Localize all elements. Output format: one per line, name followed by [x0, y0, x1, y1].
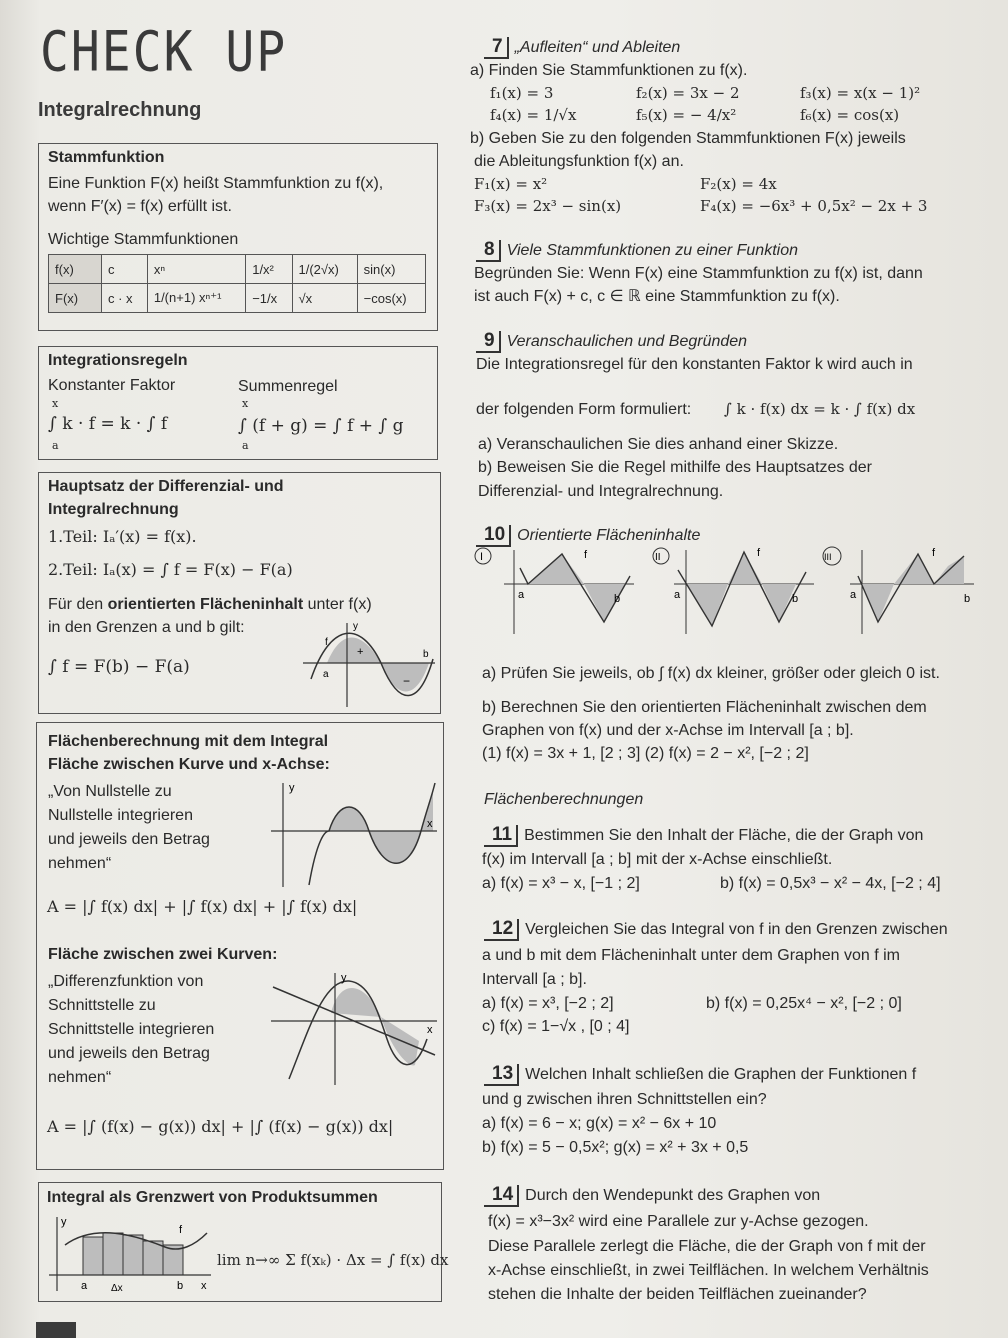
flaeche2-desc-4: und jeweils den Betrag	[48, 1045, 210, 1062]
task-title: Veranschaulichen und Begründen	[506, 333, 748, 350]
orientiert-line-2: in den Grenzen a und b gilt:	[48, 619, 245, 636]
task-7-b2: die Ableitungsfunktion f(x) an.	[474, 153, 684, 170]
graph-label-f: f	[932, 547, 936, 559]
table-cell: 1/(2√x)	[292, 255, 357, 284]
graph-label-f: f	[584, 549, 588, 561]
bound-lower: a	[52, 439, 59, 452]
flaeche-formula-1: A = |∫ f(x) dx| + |∫ f(x) dx| + |∫ f(x) dx|	[47, 897, 358, 916]
task-9-formula: ∫ k · f(x) dx = k · ∫ f(x) dx	[724, 400, 916, 418]
task-14-l2: f(x) = x³−3x² wird eine Parallele zur y-Achse gezogen.	[488, 1213, 869, 1230]
task-text: Durch den Wendepunkt des Graphen von	[525, 1187, 821, 1204]
task-number: 10	[476, 525, 511, 547]
graph-label-b: b	[792, 593, 799, 605]
task-9-header	[476, 330, 747, 353]
task-13-l2: und g zwischen ihren Schnittstellen ein?	[482, 1091, 767, 1108]
bound-upper: x	[52, 397, 59, 410]
task-10-header	[476, 524, 700, 547]
task-7-b1: b) Geben Sie zu den folgenden Stammfunktionen F(x) jeweils	[470, 130, 906, 147]
task-13-b: b) f(x) = 5 − 0,5x²; g(x) = x² + 3x + 0,5	[482, 1139, 749, 1156]
hauptsatz-teil-1: 1.Teil: Iₐ′(x) = f(x).	[48, 527, 197, 546]
graph-label-a: a	[674, 589, 681, 601]
graph-label-f: f	[757, 547, 761, 559]
task-12-c: c) f(x) = 1−√x , [0 ; 4]	[482, 1018, 630, 1035]
stammfunktion-def-1: Eine Funktion F(x) heißt Stammfunktion zu f(x),	[48, 175, 384, 192]
integrationsregeln-box	[38, 346, 438, 460]
stammfunktion-heading: Stammfunktion	[48, 149, 165, 166]
task-text: Bestimmen Sie den Inhalt der Fläche, die der Graph von	[524, 827, 924, 844]
hauptsatz-heading-2: Integralrechnung	[48, 501, 179, 518]
task-10-graphs	[474, 546, 994, 636]
task-11-l2: f(x) im Intervall [a ; b] mit der x-Achse einschließt.	[482, 851, 833, 868]
summenregel-title: Summenregel	[238, 378, 338, 395]
flaeche-heading-3: Fläche zwischen zwei Kurven:	[48, 946, 278, 963]
konstanter-faktor-formula: ∫ k · f = k · ∫ f	[48, 414, 168, 434]
graph-label-x: x	[201, 1280, 207, 1292]
graph-label-minus: −	[403, 674, 411, 688]
task-9-b2: Differenzial- und Integralrechnung.	[478, 483, 724, 500]
task-9-l2: der folgenden Form formuliert:	[476, 401, 692, 418]
zwei-kurven-graph	[269, 969, 439, 1087]
grenzwert-heading: Integral als Grenzwert von Produktsummen	[47, 1189, 378, 1206]
task-8-l2: ist auch F(x) + c, c ∈ ℝ eine Stammfunktion zu f(x).	[474, 288, 840, 305]
task-14-line-1	[484, 1184, 820, 1207]
task-13-a: a) f(x) = 6 − x; g(x) = x² − 6x + 10	[482, 1115, 717, 1132]
grenzwert-box	[38, 1182, 449, 1302]
graph-label-y: y	[289, 782, 295, 794]
task-title: „Aufleiten“ und Ableiten	[514, 39, 681, 56]
graph-label-a: a	[81, 1280, 88, 1292]
task-7-f6: f₆(x) = cos(x)	[800, 106, 900, 124]
konstanter-faktor-title: Konstanter Faktor	[48, 377, 176, 394]
flaeche-desc-3: und jeweils den Betrag	[48, 831, 210, 848]
task-number: 13	[484, 1064, 519, 1086]
task-9-b1: b) Beweisen Sie die Regel mithilfe des Hauptsatzes der	[478, 459, 872, 476]
task-14-l3: Diese Parallele zerlegt die Fläche, die der Graph von f mit der	[488, 1238, 926, 1255]
hauptsatz-box	[38, 472, 441, 714]
task-9-a: a) Veranschaulichen Sie dies anhand einer Skizze.	[478, 436, 839, 453]
task-12-a: a) f(x) = x³, [−2 ; 2]	[482, 995, 614, 1012]
orientierte-flaeche-graph	[301, 619, 437, 709]
task-10-b3: (1) f(x) = 3x + 1, [2 ; 3] (2) f(x) = 2 − x², [−2 ; 2]	[482, 745, 809, 762]
task-7-f2: f₂(x) = 3x − 2	[636, 84, 740, 102]
task-8-header	[476, 239, 798, 262]
graph-label-y: y	[341, 972, 347, 984]
task-11-b: b) f(x) = 0,5x³ − x² − 4x, [−2 ; 4]	[720, 875, 941, 892]
graph-numeral-i: I	[480, 551, 484, 563]
integrationsregeln-heading: Integrationsregeln	[48, 352, 188, 369]
graph-label-b: b	[964, 593, 971, 605]
table-cell: √x	[292, 284, 357, 313]
orientiert-post: unter f(x)	[303, 596, 372, 613]
page-title: CHECK UP	[40, 19, 288, 85]
flaeche2-desc-1: „Differenzfunktion von	[48, 973, 204, 990]
table-cell: xⁿ	[147, 255, 245, 284]
graph-label-dx: Δx	[111, 1283, 123, 1294]
table-cell: 1/(n+1) xⁿ⁺¹	[147, 284, 245, 313]
task-number: 11	[484, 825, 518, 847]
table-row	[49, 255, 426, 284]
task-number: 8	[476, 240, 501, 262]
task-9-l1: Die Integrationsregel für den konstanten Faktor k wird auch in	[476, 356, 913, 373]
task-14-l5: stehen die Inhalte der beiden Teilflächen zueinander?	[488, 1286, 867, 1303]
graph-label-b: b	[177, 1280, 184, 1292]
graph-label-x: x	[427, 1024, 433, 1036]
hauptsatz-teil-2: 2.Teil: Iₐ(x) = ∫ f = F(x) − F(a)	[48, 560, 293, 579]
task-7-header	[484, 36, 680, 59]
graph-label-f: f	[325, 637, 328, 648]
task-title: Orientierte Flächeninhalte	[517, 527, 701, 544]
task-11-line-1	[484, 824, 923, 847]
task-11-a: a) f(x) = x³ − x, [−1 ; 2]	[482, 875, 640, 892]
task-number: 7	[484, 37, 509, 59]
graph-label-b: b	[423, 649, 429, 660]
task-number: 9	[476, 331, 501, 353]
task-12-line-1	[484, 918, 948, 941]
graph-label-plus: +	[357, 646, 364, 658]
task-7-f4: f₄(x) = 1/√x	[490, 106, 577, 124]
table-cell: f(x)	[49, 255, 102, 284]
grenzwert-formula: lim n→∞ Σ f(xₖ) · Δx = ∫ f(x) dx	[217, 1251, 449, 1269]
flaeche-formula-2: A = |∫ (f(x) − g(x)) dx| + |∫ (f(x) − g(x)) dx|	[47, 1117, 394, 1136]
task-13-line-1	[484, 1063, 916, 1086]
stammfunktion-def-2: wenn F′(x) = f(x) erfüllt ist.	[48, 198, 232, 215]
task-7-F4: F₄(x) = −6x³ + 0,5x² − 2x + 3	[700, 197, 928, 215]
table-cell: F(x)	[49, 284, 102, 313]
table-cell: c	[102, 255, 148, 284]
task-number: 14	[484, 1185, 519, 1207]
page-number-tab	[36, 1322, 76, 1338]
task-10-a: a) Prüfen Sie jeweils, ob ∫ f(x) dx kleiner, größer oder gleich 0 ist.	[482, 665, 940, 682]
task-text: Welchen Inhalt schließen die Graphen der Funktionen f	[525, 1066, 917, 1083]
task-10-b1: b) Berechnen Sie den orientierten Flächeninhalt zwischen dem	[482, 699, 927, 716]
nullstellen-graph	[269, 779, 439, 889]
graph-label-f: f	[179, 1224, 183, 1236]
task-14-l4: x-Achse einschließt, in zwei Teilflächen. In welchem Verhältnis	[488, 1262, 929, 1279]
flaeche2-desc-3: Schnittstelle integrieren	[48, 1021, 215, 1038]
stammfunktionen-table	[48, 254, 426, 313]
task-10-b2: Graphen von f(x) und der x-Achse im Intervall [a ; b].	[482, 722, 854, 739]
stammfunktion-box	[38, 143, 438, 331]
task-number: 12	[484, 919, 519, 941]
task-7-f3: f₃(x) = x(x − 1)²	[800, 84, 921, 102]
task-7-a: a) Finden Sie Stammfunktionen zu f(x).	[470, 62, 748, 79]
flaeche-desc-1: „Von Nullstelle zu	[48, 783, 172, 800]
bound-lower: a	[242, 439, 249, 452]
page-subtitle: Integralrechnung	[38, 99, 202, 121]
flaeche2-desc-5: nehmen“	[48, 1069, 112, 1086]
orientiert-bold: orientierten Flächeninhalt	[107, 596, 304, 613]
graph-numeral-ii: II	[655, 552, 661, 563]
graph-label-a: a	[323, 669, 329, 680]
table-cell: 1/x²	[246, 255, 292, 284]
task-8-l1: Begründen Sie: Wenn F(x) eine Stammfunktion zu f(x) ist, dann	[474, 265, 923, 282]
bound-upper: x	[242, 397, 249, 410]
task-7-f1: f₁(x) = 3	[490, 84, 554, 102]
orientiert-formula: ∫ f = F(b) − F(a)	[48, 657, 190, 677]
section-flaechenberechnungen: Flächenberechnungen	[484, 791, 644, 808]
task-7-f5: f₅(x) = − 4/x²	[636, 106, 737, 124]
task-title: Viele Stammfunktionen zu einer Funktion	[506, 242, 798, 259]
task-7-F1: F₁(x) = x²	[474, 175, 548, 193]
flaeche-desc-2: Nullstelle integrieren	[48, 807, 193, 824]
flaechenberechnung-box	[36, 722, 444, 1170]
graph-label-b: b	[614, 593, 621, 605]
task-7-F3: F₃(x) = 2x³ − sin(x)	[474, 197, 622, 215]
task-12-l2: a und b mit dem Flächeninhalt unter dem Graphen von f im	[482, 947, 900, 964]
flaeche-heading-2: Fläche zwischen Kurve und x-Achse:	[48, 756, 330, 773]
graph-label-a: a	[850, 589, 857, 601]
graph-label-y: y	[61, 1216, 67, 1228]
flaeche2-desc-2: Schnittstelle zu	[48, 997, 156, 1014]
graph-label-y: y	[353, 621, 358, 632]
summenregel-formula: ∫ (f + g) = ∫ f + ∫ g	[238, 416, 404, 436]
flaeche-desc-4: nehmen“	[48, 855, 112, 872]
riemann-sum-graph	[45, 1215, 215, 1295]
hauptsatz-heading-1: Hauptsatz der Differenzial- und	[48, 478, 284, 495]
task-12-b: b) f(x) = 0,25x⁴ − x², [−2 ; 0]	[706, 995, 902, 1012]
table-heading: Wichtige Stammfunktionen	[48, 231, 239, 248]
table-cell: −1/x	[246, 284, 292, 313]
graph-label-x: x	[427, 818, 433, 830]
orientiert-pre: Für den	[48, 596, 108, 613]
graph-numeral-iii: III	[824, 552, 832, 562]
graph-label-a: a	[518, 589, 525, 601]
task-7-F2: F₂(x) = 4x	[700, 175, 777, 193]
orientiert-line-1	[48, 593, 372, 616]
table-cell: sin(x)	[357, 255, 425, 284]
flaeche-heading-1: Flächenberechnung mit dem Integral	[48, 733, 329, 750]
table-cell: −cos(x)	[357, 284, 425, 313]
task-12-l3: Intervall [a ; b].	[482, 971, 587, 988]
table-cell: c · x	[102, 284, 148, 313]
table-row	[49, 284, 426, 313]
task-text: Vergleichen Sie das Integral von f in den Grenzen zwischen	[525, 921, 948, 938]
